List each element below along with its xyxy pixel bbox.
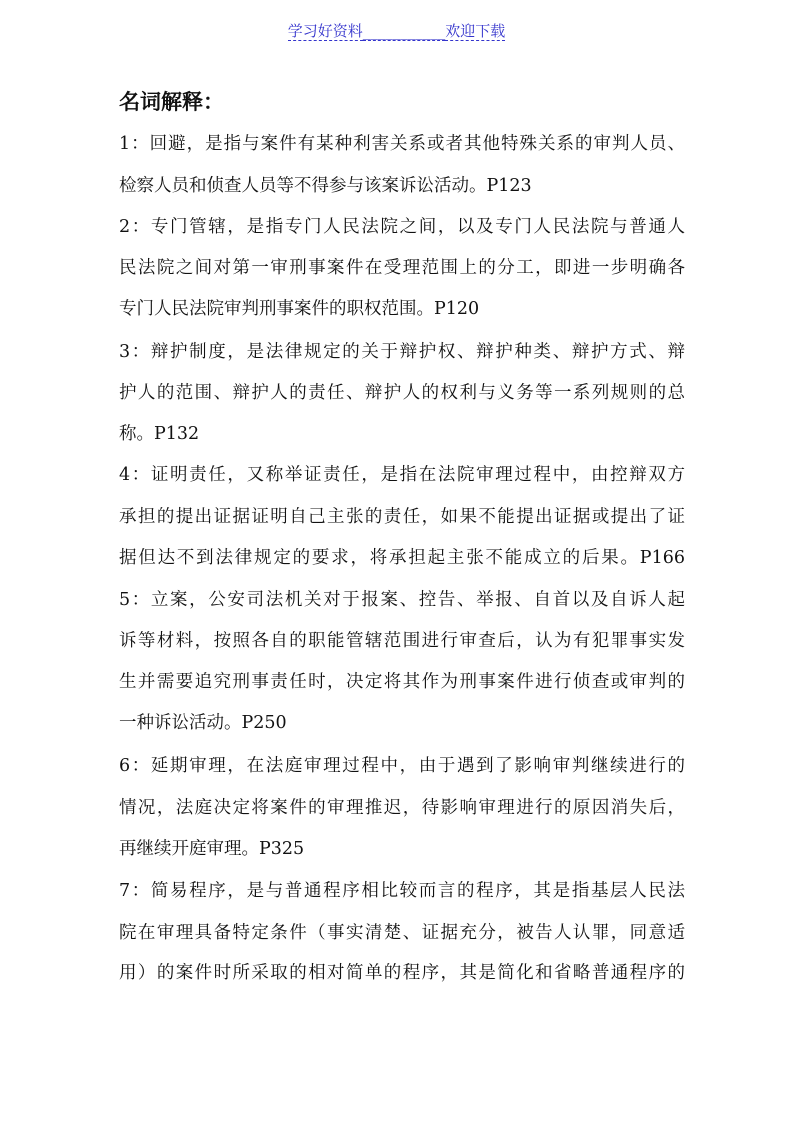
header-link-right[interactable]: 欢迎下载 [445,22,506,40]
text-line: 5：立案，公安司法机关对于报案、控告、举报、自首以及自诉人起 [119,590,685,610]
header-gap: ___________ [362,22,446,40]
text-line: 再继续开庭审理。P325 [119,839,305,859]
text-line: 专门人民法院审判刑事案件的职权范围。P120 [119,299,480,319]
text-line: 2：专门管辖，是指专门人民法院之间，以及专门人民法院与普通人 [119,217,685,237]
text-line: 用）的案件时所采取的相对简单的程序，其是简化和省略普通程序的 [119,963,685,983]
text-line: 护人的范围、辩护人的责任、辩护人的权利与义务等一系列规则的总 [119,383,685,403]
section-title: 名词解释： [119,90,224,114]
text-line: 称。P132 [119,424,200,444]
text-line: 检察人员和侦查人员等不得参与该案诉讼活动。P123 [119,176,532,196]
text-line: 一种诉讼活动。P250 [119,713,287,733]
text-line: 民法院之间对第一审刑事案件在受理范围上的分工，即进一步明确各 [119,258,685,278]
text-line: 7：简易程序，是与普通程序相比较而言的程序，其是指基层人民法 [119,881,685,901]
text-line: 院在审理具备特定条件（事实清楚、证据充分，被告人认罪，同意适 [119,923,685,943]
text-line: 情况，法庭决定将案件的审理推迟，待影响审理进行的原因消失后， [119,798,685,818]
text-line: 1：回避，是指与案件有某种利害关系或者其他特殊关系的审判人员、 [119,134,685,154]
text-line: 生并需要追究刑事责任时，决定将其作为刑事案件进行侦查或审判的 [119,672,685,692]
text-line: 4：证明责任，又称举证责任，是指在法院审理过程中，由控辩双方 [119,465,685,485]
page-header [0,20,793,41]
header-link-left[interactable]: 学习好资料 [287,22,363,40]
text-line: 据但达不到法律规定的要求，将承担起主张不能成立的后果。P166 [119,548,685,568]
text-line: 承担的提出证据证明自己主张的责任，如果不能提出证据或提出了证 [119,507,685,527]
text-line: 3：辩护制度，是法律规定的关于辩护权、辩护种类、辩护方式、辩 [119,342,685,362]
text-line: 诉等材料，按照各自的职能管辖范围进行审查后，认为有犯罪事实发 [119,631,685,651]
text-line: 6：延期审理，在法庭审理过程中，由于遇到了影响审判继续进行的 [119,756,685,776]
